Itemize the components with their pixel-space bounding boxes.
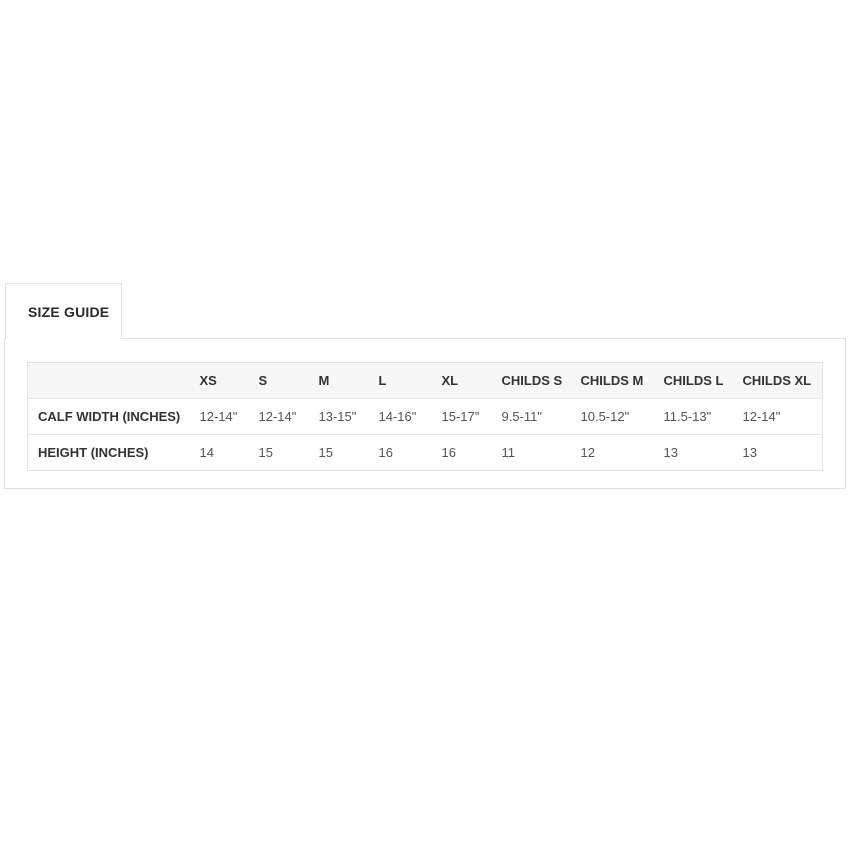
table-cell: 15	[309, 435, 369, 471]
table-cell: 11.5-13"	[654, 399, 733, 435]
table-cell: 14	[190, 435, 249, 471]
table-cell: 12-14"	[733, 399, 823, 435]
table-cell: 10.5-12"	[571, 399, 654, 435]
column-header-childs-s: CHILDS S	[492, 363, 571, 399]
table-cell: 13	[654, 435, 733, 471]
table-cell: 14-16"	[369, 399, 432, 435]
table-cell: 12-14"	[190, 399, 249, 435]
column-header-childs-m: CHILDS M	[571, 363, 654, 399]
column-header-s: S	[249, 363, 309, 399]
table-cell: 11	[492, 435, 571, 471]
table-cell: 13	[733, 435, 823, 471]
row-label-height: HEIGHT (INCHES)	[28, 435, 190, 471]
table-row-height	[28, 435, 823, 471]
row-label-calf-width: CALF WIDTH (INCHES)	[28, 399, 190, 435]
table-cell: 9.5-11"	[492, 399, 571, 435]
table-row-calf-width	[28, 399, 823, 435]
column-header-xs: XS	[190, 363, 249, 399]
table-cell: 12	[571, 435, 654, 471]
tab-size-guide[interactable]	[5, 283, 122, 339]
table-cell: 16	[432, 435, 492, 471]
tab-size-guide-label: SIZE GUIDE	[28, 303, 110, 320]
column-header-childs-l: CHILDS L	[654, 363, 733, 399]
table-cell: 15	[249, 435, 309, 471]
size-guide-panel	[4, 338, 846, 489]
table-cell: 13-15"	[309, 399, 369, 435]
table-cell: 12-14"	[249, 399, 309, 435]
table-cell: 15-17"	[432, 399, 492, 435]
column-header-m: M	[309, 363, 369, 399]
size-guide-table	[27, 362, 823, 471]
column-header-blank	[28, 363, 190, 399]
column-header-l: L	[369, 363, 432, 399]
table-cell: 16	[369, 435, 432, 471]
column-header-childs-xl: CHILDS XL	[733, 363, 823, 399]
column-header-xl: XL	[432, 363, 492, 399]
table-header-row	[28, 363, 823, 399]
